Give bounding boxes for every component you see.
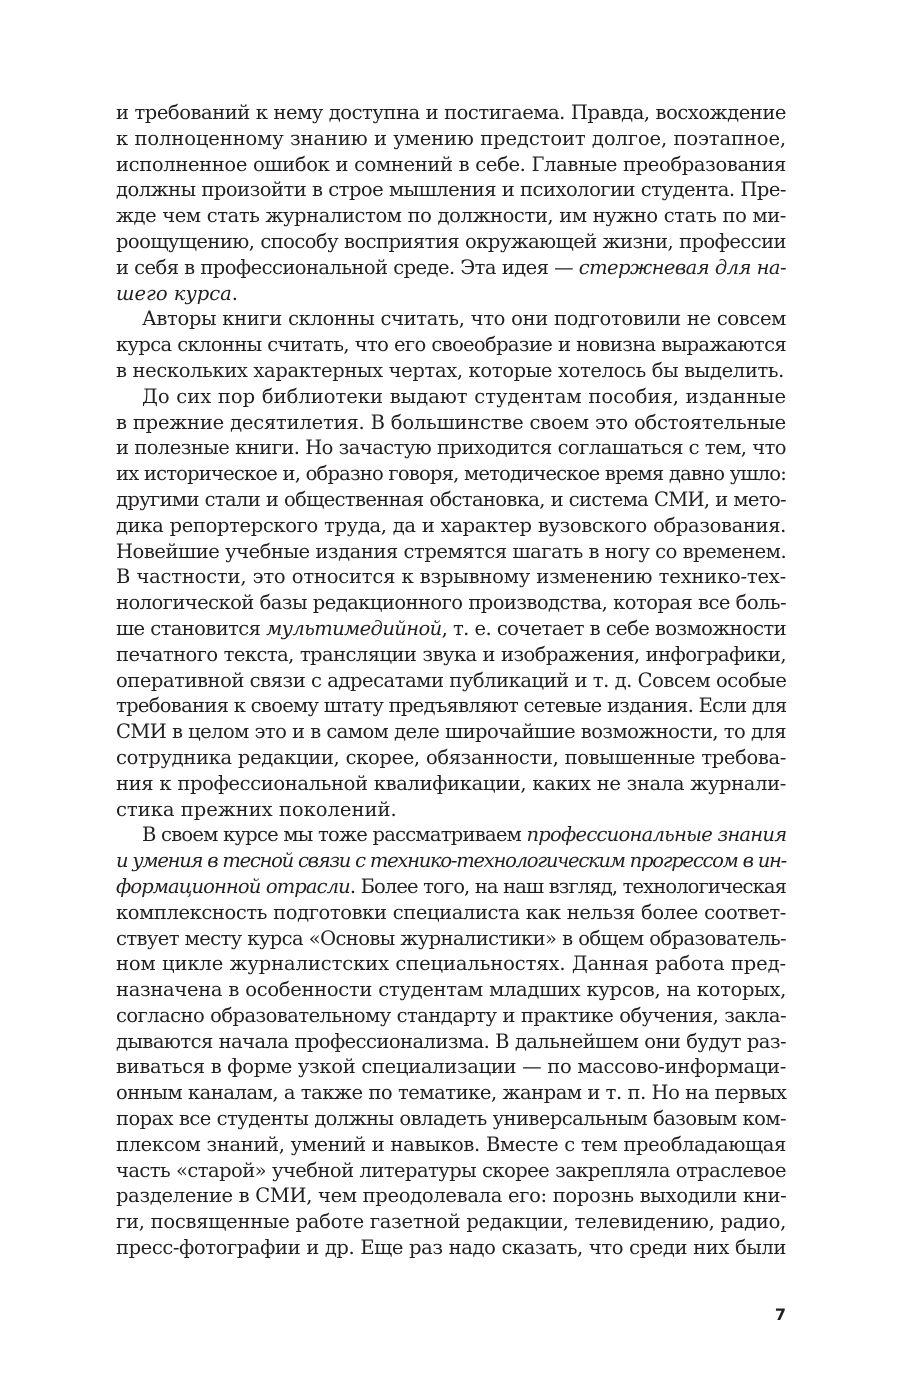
- text-line: [116, 281, 786, 307]
- text-segment: плексом знаний, умений и навыков. Вместе с тем преобладающая: [116, 1132, 786, 1156]
- text-segment: ствует месту курса «Основы журналистики» в общем образователь-: [116, 926, 786, 950]
- text-segment: жде чем стать журналистом по должности, им нужно стать по ми-: [116, 204, 786, 228]
- text-segment: другими стали и общественная обстановка, и система СМИ, и мето-: [116, 487, 786, 511]
- text-segment: пресс-фотографии и др. Еще раз надо сказать, что среди них были: [116, 1236, 786, 1260]
- text-line: [116, 513, 786, 539]
- text-line: [116, 1106, 786, 1132]
- text-line: [116, 822, 786, 848]
- paragraph: [116, 306, 786, 383]
- text-segment: комплексность подготовки специалиста как нельзя более соответ-: [116, 900, 786, 924]
- text-segment: к полноценному знанию и умению предстоит долгое, поэтапное,: [116, 126, 786, 150]
- text-line: [116, 1080, 786, 1106]
- text-segment: До сих пор библиотеки выдают студентам пособия, изданные: [142, 384, 786, 408]
- text-segment: Новейшие учебные издания стремятся шагать в ногу со временем.: [116, 539, 787, 563]
- text-line: [116, 977, 786, 1003]
- text-segment: их историческое и, образно говоря, методическое время давно ушло:: [116, 462, 786, 486]
- text-segment: требования к своему штату предъявляют сетевые издания. Если для: [116, 694, 787, 718]
- text-line: [116, 461, 786, 487]
- text-line: [116, 951, 786, 977]
- text-segment: и себя в профессиональной среде. Эта идея —: [116, 255, 579, 279]
- text-line: [116, 306, 786, 332]
- text-line: [116, 487, 786, 513]
- text-segment: виваться в форме узкой специализации — по массово-информаци-: [116, 1055, 786, 1079]
- paragraph: [116, 822, 786, 1261]
- text-segment: дика репортерского труда, да и характер вузовского образования.: [116, 513, 786, 537]
- text-line: [116, 771, 786, 797]
- text-line: [116, 1158, 786, 1184]
- text-line: [116, 332, 786, 358]
- italic-text: мультимедийной: [266, 616, 442, 640]
- text-segment: печатного текста, трансляции звука и изображения, инфографики,: [116, 642, 786, 666]
- text-line: [116, 1209, 786, 1235]
- text-segment: .: [231, 281, 238, 305]
- text-segment: ном цикле журналистских специальностях. Данная работа пред-: [116, 952, 786, 976]
- text-segment: сотрудника редакции, скорее, обязанности, повышенные требова-: [116, 745, 786, 769]
- text-segment: нологической базы редакционного производства, которая все боль-: [116, 591, 786, 615]
- text-line: [116, 177, 786, 203]
- text-segment: онным каналам, а также по тематике, жанрам и т. п. Но на первых: [116, 1081, 787, 1105]
- text-line: [116, 100, 786, 126]
- text-line: [116, 668, 786, 694]
- text-segment: , т. е. сочетает в себе возможности: [441, 616, 786, 640]
- text-segment: разделение в СМИ, чем преодолевала его: порознь выходили кни-: [116, 1184, 787, 1208]
- text-segment: В своем курсе мы тоже рассматриваем: [142, 823, 527, 847]
- text-line: [116, 1029, 786, 1055]
- text-segment: в нескольких характерных чертах, которые хотелось бы выделить.: [116, 358, 785, 382]
- text-segment: исполненное ошибок и сомнений в себе. Главные преобразования: [116, 152, 786, 176]
- text-line: [116, 410, 786, 436]
- text-segment: . Более того, на наш взгляд, технологическая: [349, 874, 786, 898]
- text-segment: СМИ в целом это и в самом деле широчайшие возможности, то для: [116, 720, 786, 744]
- text-line: [116, 1003, 786, 1029]
- text-line: [116, 745, 786, 771]
- text-line: [116, 797, 786, 823]
- text-line: [116, 126, 786, 152]
- text-line: [116, 152, 786, 178]
- paragraph: [116, 100, 786, 306]
- text-segment: в прежние десятилетия. В большинстве своем это обстоятельные: [116, 410, 786, 434]
- text-segment: ния к профессиональной квалификации, каких не знала журнали-: [116, 771, 786, 795]
- text-line: [116, 1132, 786, 1158]
- body-text: [116, 100, 786, 1261]
- text-segment: должны произойти в строе мышления и психологии студента. Пре-: [116, 178, 786, 202]
- text-segment: ги, посвященные работе газетной редакции, телевидению, радио,: [116, 1210, 787, 1234]
- text-segment: Авторы книги склонны считать, что они подготовили не совсем: [142, 307, 786, 331]
- paragraph: [116, 384, 786, 823]
- text-line: [116, 1054, 786, 1080]
- text-segment: и требований к нему доступна и постигаема. Правда, восхождение: [116, 101, 786, 124]
- italic-text: стержневая для на-: [578, 255, 786, 279]
- text-line: [116, 616, 786, 642]
- italic-text: формационной отрасли: [116, 874, 350, 898]
- text-line: [116, 358, 786, 384]
- text-line: [116, 1183, 786, 1209]
- text-line: [116, 693, 786, 719]
- text-segment: и полезные книги. Но зачастую приходится соглашаться с тем, что: [116, 436, 786, 460]
- page-number: 7: [774, 1305, 786, 1324]
- text-line: [116, 719, 786, 745]
- text-segment: согласно образовательному стандарту и практике обучения, закла-: [116, 1003, 786, 1027]
- text-line: [116, 874, 786, 900]
- text-line: [116, 642, 786, 668]
- text-line: [116, 590, 786, 616]
- italic-text: шего курса: [116, 281, 232, 305]
- text-line: [116, 564, 786, 590]
- text-segment: дываются начала профессионализма. В дальнейшем они будут раз-: [116, 1029, 786, 1053]
- text-line: [116, 203, 786, 229]
- text-segment: стика прежних поколений.: [116, 797, 397, 821]
- text-line: [116, 229, 786, 255]
- text-segment: курса склонны считать, что его своеобразие и новизна выражаются: [116, 333, 786, 357]
- text-segment: ше становится: [116, 616, 267, 640]
- italic-text: профессиональные знания: [526, 823, 787, 847]
- text-segment: часть «старой» учебной литературы скорее закрепляла отраслевое: [116, 1158, 786, 1182]
- text-segment: роощущению, способу восприятия окружающей жизни, профессии: [116, 229, 786, 253]
- text-line: [116, 539, 786, 565]
- text-segment: В частности, это относится к взрывному изменению технико-тех-: [116, 565, 786, 589]
- text-line: [116, 900, 786, 926]
- text-segment: порах все студенты должны овладеть универсальным базовым ком-: [116, 1107, 786, 1131]
- text-line: [116, 435, 786, 461]
- italic-text: и умения в тесной связи с технико-технологическим прогрессом в ин-: [116, 849, 786, 873]
- text-segment: оперативной связи с адресатами публикаций и т. д. Совсем особые: [116, 668, 787, 692]
- text-line: [116, 1235, 786, 1261]
- text-line: [116, 926, 786, 952]
- text-line: [116, 848, 786, 874]
- text-line: [116, 255, 786, 281]
- text-line: [116, 384, 786, 410]
- text-segment: назначена в особенности студентам младших курсов, на которых,: [116, 978, 786, 1002]
